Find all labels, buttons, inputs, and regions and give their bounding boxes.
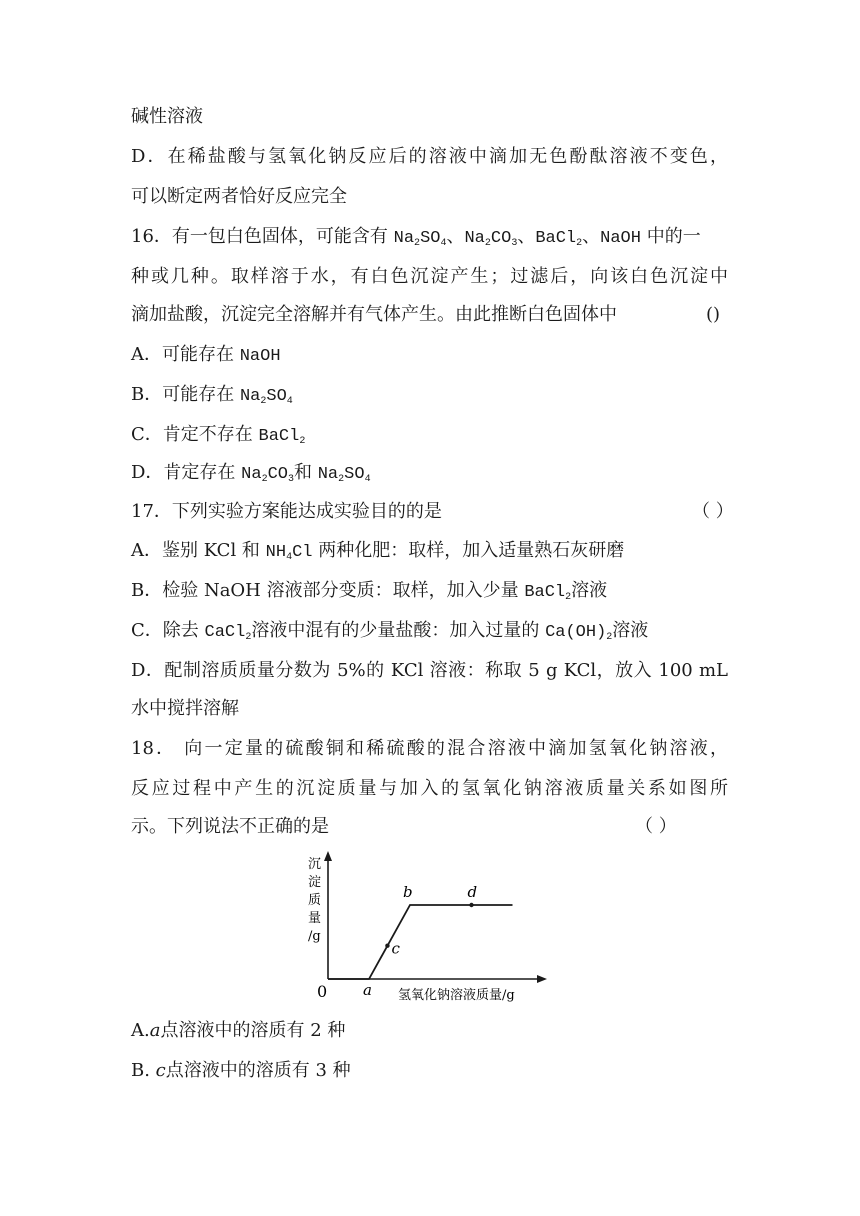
q16-option-b: B．可能存在 $Na_2SO_4$: [131, 384, 293, 407]
q18-answer-paren: （ ）: [635, 816, 677, 837]
q17-stem: 17．下列实验方案能达成实验目的的是: [131, 501, 442, 522]
q17-option-b: B．检验 NaOH 溶液部分变质：取样，加入少量 BaCl$_2$溶液: [131, 580, 608, 603]
q16-answer-paren: (): [706, 304, 721, 325]
q16-stem-line2: 种或几种。取样溶于水，有白色沉淀产生；过滤后，向该白色沉淀中: [131, 266, 728, 287]
chart-origin-label: 0: [317, 982, 328, 1001]
q16-option-a: A．可能存在 NaOH: [131, 344, 281, 366]
q17-option-a: A．鉴别 KCl 和 $NH_4Cl$ 两种化肥：取样，加入适量熟石灰研磨: [131, 540, 625, 563]
point-b-label: b: [403, 883, 413, 901]
q16-number: 16．: [131, 226, 172, 247]
x-axis-arrow: [537, 975, 547, 983]
chart-y-axis-label: [308, 857, 321, 944]
formula-na2co3: $Na_2CO_3$: [464, 229, 518, 249]
q18-option-a: A.a点溶液中的溶质有 2 种: [131, 1020, 346, 1041]
q16-option-d: D．肯定存在 $Na_2CO_3$和 $Na_2SO_4$: [131, 462, 371, 485]
q17-option-d-line2: 水中搅拌溶解: [131, 698, 239, 719]
y-axis-label-char: 沉: [308, 857, 322, 872]
y-axis-label-char: 质: [308, 893, 322, 908]
q16-stem-line1: 16．有一包白色固体，可能含有 $Na_2SO_4$、$Na_2CO_3$、BaCl$_2$、NaOH 中的一: [131, 226, 701, 249]
q16-option-c: C．肯定不存在 BaCl$_2$: [131, 424, 306, 447]
q16-stem-text: 有一包白色固体，可能含有: [171, 226, 394, 247]
point-d-label: d: [467, 883, 478, 901]
q16-stem-line3: 滴加盐酸，沉淀完全溶解并有气体产生。由此推断白色固体中: [131, 304, 617, 325]
precipitate-mass-chart: [300, 850, 562, 1010]
formula-bacl2: BaCl$_2$: [535, 229, 583, 249]
chart-x-axis-label: 氢氧化钠溶液质量/g: [398, 988, 515, 1003]
q17-option-d-line1: D．配制溶质质量分数为 5%的 KCl 溶液：称取 5 g KCl，放入 100 mL: [131, 660, 728, 681]
y-axis-label-char: 量: [308, 911, 322, 926]
q18-stem-line3: 示。下列说法不正确的是: [131, 816, 329, 837]
chart-series: [328, 905, 513, 979]
q15-option-d-line1: D．在稀盐酸与氢氧化钠反应后的溶液中滴加无色酚酞溶液不变色，: [131, 146, 728, 167]
series-line: [328, 905, 513, 979]
point-c-marker: [385, 944, 389, 948]
y-axis-arrow: [324, 851, 332, 861]
q18-stem-line2: 反应过程中产生的沉淀质量与加入的氢氧化钠溶液质量关系如图所: [131, 778, 728, 799]
y-axis-label-char: /g: [308, 929, 321, 944]
point-d-marker: [469, 903, 473, 907]
q15-option-d-line2: 可以断定两者恰好反应完全: [131, 186, 347, 207]
formula-naoh: NaOH: [600, 229, 641, 248]
y-axis-label-char: 淀: [308, 875, 322, 890]
q15-option-c-continuation: 碱性溶液: [131, 106, 203, 127]
point-a-label: a: [363, 981, 372, 999]
q17-answer-paren: （ ）: [692, 501, 734, 522]
chart-points: [363, 883, 477, 999]
point-c-label: c: [391, 939, 400, 958]
formula-na2so4: $Na_2SO_4$: [393, 229, 447, 249]
q18-stem-line1: 18． 向一定量的硫酸铜和稀硫酸的混合溶液中滴加氢氧化钠溶液，: [131, 738, 728, 759]
q17-option-c: C．除去 CaCl$_2$溶液中混有的少量盐酸：加入过量的 $Ca(OH)_2$溶液: [131, 620, 649, 643]
q18-option-b: B. c点溶液中的溶质有 3 种: [131, 1060, 351, 1081]
chart-axes: [324, 851, 547, 983]
